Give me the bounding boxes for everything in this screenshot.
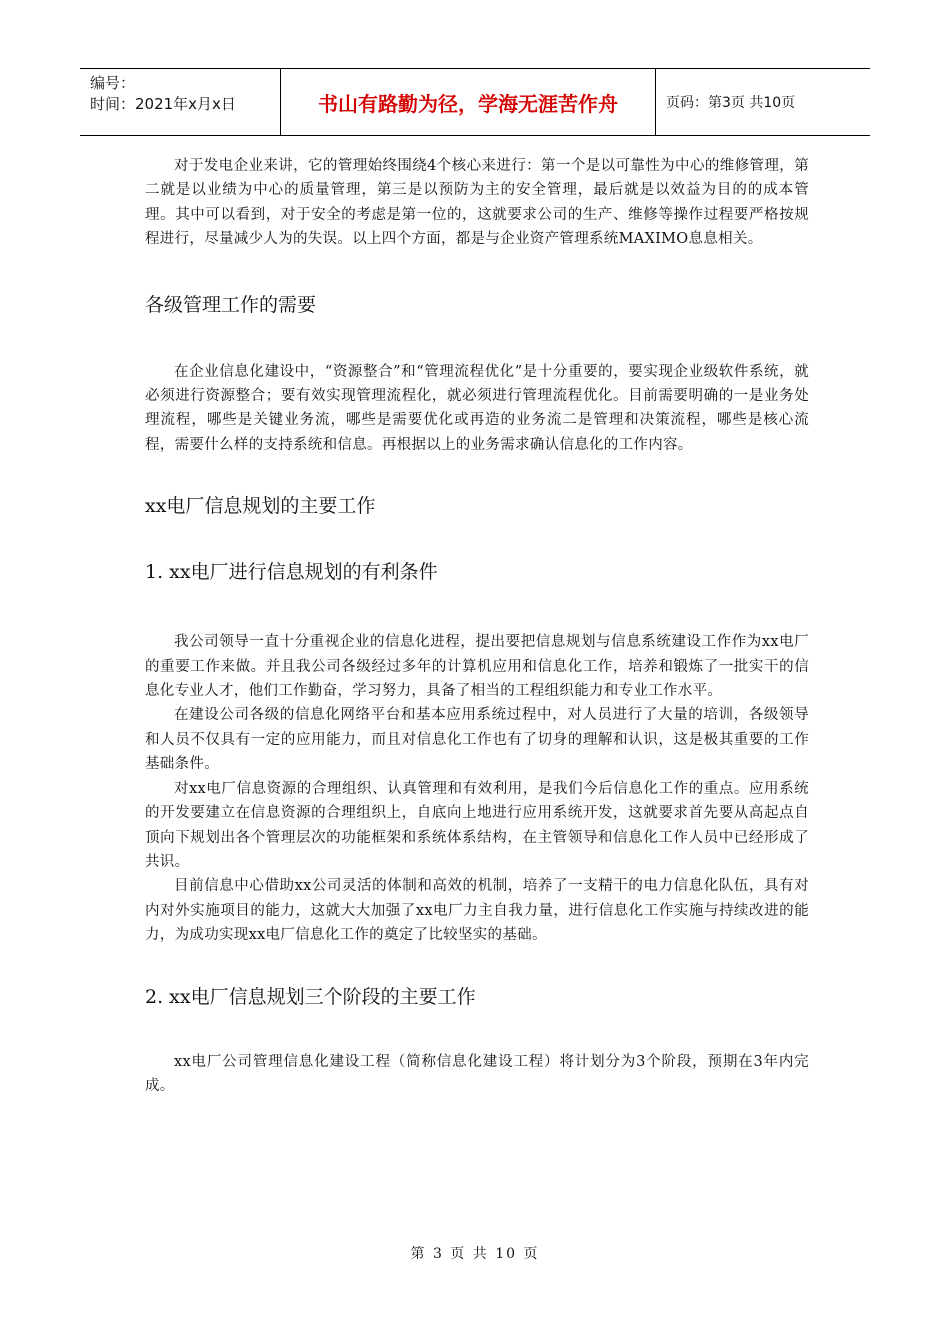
subsection-heading: 2. xx电厂信息规划三个阶段的主要工作	[145, 985, 476, 1008]
document-body	[145, 154, 809, 1098]
time-label: 时间：2021年x月x日	[90, 95, 236, 113]
page-footer: 第 3 页 共 10 页	[410, 1246, 540, 1262]
header-meta	[80, 69, 281, 135]
paragraph: 对于发电企业来讲，它的管理始终围绕4个核心来进行：第一个是以可靠性为中心的维修管理，第二就是以业绩为中心的质量管理，第三是以预防为主的安全管理，最后就是以效益为目的的成本管理。其中可以看到，对于安全的考虑是第一位的，这就要求公司的生产、维修等操作过程要严格按规程进行，尽量减少人为的失误。以上四个方面，都是与企业资产管理系统MAXIMO息息相关。	[145, 158, 809, 248]
subsection-heading: 1. xx电厂进行信息规划的有利条件	[145, 561, 438, 584]
paragraph: xx电厂公司管理信息化建设工程（简称信息化建设工程）将计划分为3个阶段，预期在3年内完成。	[145, 1053, 809, 1094]
section-heading: xx电厂信息规划的主要工作	[145, 495, 376, 518]
paragraph: 我公司领导一直十分重视企业的信息化进程，提出要把信息规划与信息系统建设工作作为xx电厂的重要工作来做。并且我公司各级经过多年的计算机应用和信息化工作，培养和锻炼了一批实干的信息化专业人才，他们工作勤奋，学习努力，具备了相当的工程组织能力和专业工作水平。	[145, 634, 809, 700]
paragraph: 在建设公司各级的信息化网络平台和基本应用系统过程中，对人员进行了大量的培训，各级领导和人员不仅具有一定的应用能力，而且对信息化工作也有了切身的理解和认识，这是极其重要的工作基础条件。	[145, 707, 809, 773]
paragraph: 对xx电厂信息资源的合理组织、认真管理和有效利用，是我们今后信息化工作的重点。应用系统的开发要建立在信息资源的合理组织上，自底向上地进行应用系统开发，这就要求首先要从高起点自顶向下规划出各个管理层次的功能框架和系统体系结构，在主管领导和信息化工作人员中已经形成了共识。	[145, 780, 809, 870]
header-motto: 书山有路勤为径，学海无涯苦作舟	[281, 69, 656, 135]
code-label: 编号：	[90, 74, 136, 92]
page-header	[80, 68, 870, 136]
paragraph: 目前信息中心借助xx公司灵活的体制和高效的机制，培养了一支精干的电力信息化队伍，具有对内对外实施项目的能力，这就大大加强了xx电厂力主自我力量，进行信息化工作实施与持续改进的能力，为成功实现xx电厂信息化工作的奠定了比较坚实的基础。	[145, 878, 809, 944]
paragraph: 在企业信息化建设中，“资源整合”和“管理流程优化”是十分重要的，要实现企业级软件系统，就必须进行资源整合；要有效实现管理流程化，就必须进行管理流程优化。目前需要明确的一是业务处理流程，哪些是关键业务流，哪些是需要优化或再造的业务流二是管理和决策流程，哪些是核心流程，需要什么样的支持系统和信息。再根据以上的业务需求确认信息化的工作内容。	[145, 363, 809, 453]
section-heading: 各级管理工作的需要	[145, 293, 317, 316]
header-page-info: 页码：第3页 共10页	[666, 95, 796, 111]
